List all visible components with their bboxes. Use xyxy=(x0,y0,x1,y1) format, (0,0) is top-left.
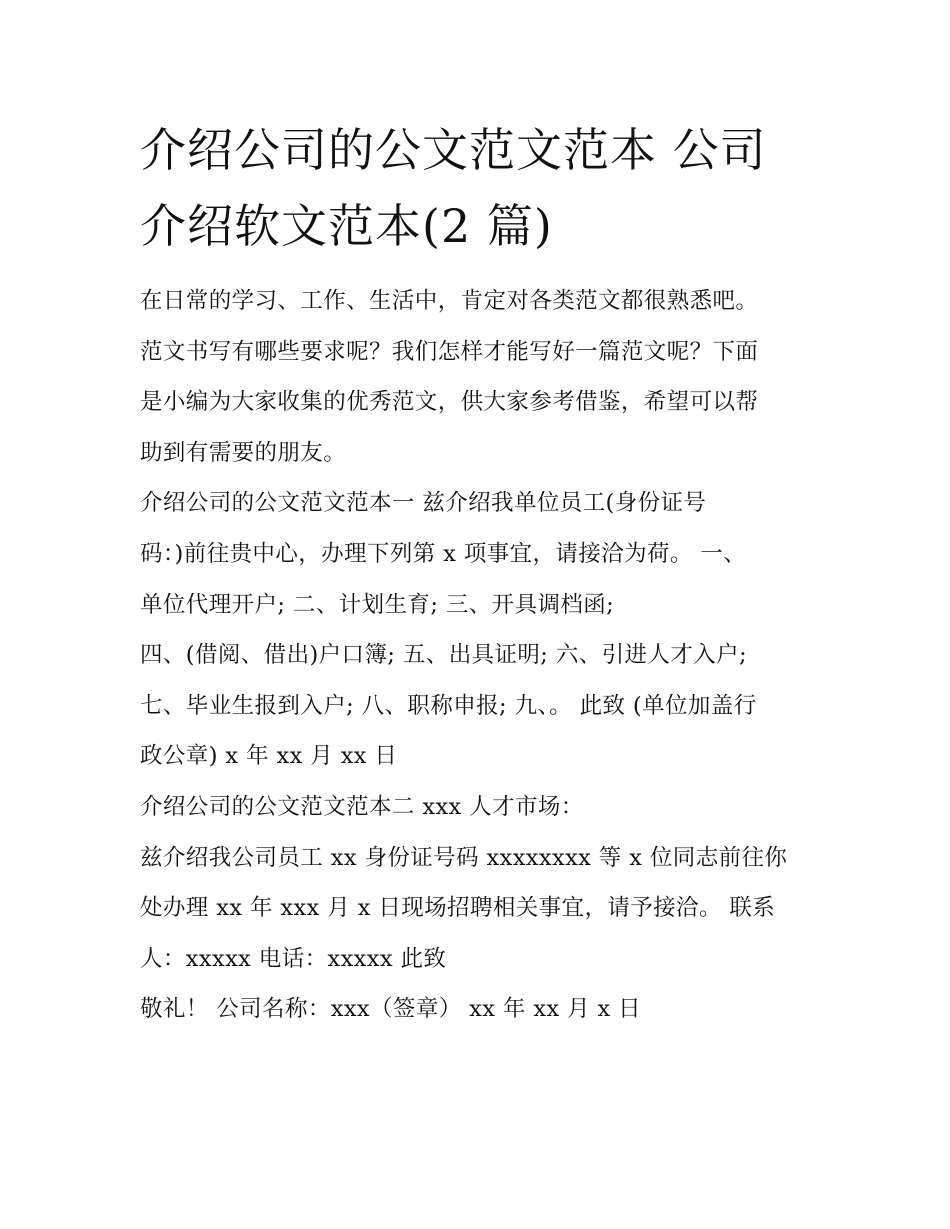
body-line: 介绍公司的公文范文范本一 兹介绍我单位员工(身份证号 xyxy=(140,490,707,517)
title-line: 介绍软文范本(2 篇) xyxy=(140,199,553,253)
document-body xyxy=(140,276,830,1035)
body-line: 四、(借阅、借出)户口簿; 五、出具证明; 六、引进人才入户; xyxy=(140,642,748,669)
body-line: 码：)前往贵中心，办理下列第 x 项事宜，请接洽为荷。 一、 xyxy=(140,540,747,567)
body-line: 助到有需要的朋友。 xyxy=(140,439,347,466)
body-line: 兹介绍我公司员工 xx 身份证号码 xxxxxxxx 等 x 位同志前往你 xyxy=(140,844,788,871)
body-line: 是小编为大家收集的优秀范文，供大家参考借鉴，希望可以帮 xyxy=(140,389,759,416)
body-line: 敬礼！ 公司名称：xxx（签章） xx 年 xx 月 x 日 xyxy=(140,996,642,1023)
body-line: 处办理 xx 年 xxx 月 x 日现场招聘相关事宜，请予接洽。 联系 xyxy=(140,895,776,922)
body-line: 单位代理开户; 二、计划生育; 三、开具调档函; xyxy=(140,591,615,618)
title-line: 介绍公司的公文范文范本 公司 xyxy=(140,123,767,177)
body-line: 七、毕业生报到入户; 八、职称申报; 九、。 此致 (单位加盖行 xyxy=(140,692,757,719)
body-line: 范文书写有哪些要求呢？我们怎样才能写好一篇范文呢？下面 xyxy=(140,338,759,365)
document-title xyxy=(140,112,830,264)
body-line: 介绍公司的公文范文范本二 xxx 人才市场： xyxy=(140,793,584,820)
body-line: 人：xxxxx 电话：xxxxx 此致 xyxy=(140,945,447,972)
body-line: 政公章) x 年 xx 月 xx 日 xyxy=(140,743,398,770)
body-line: 在日常的学习、工作、生活中，肯定对各类范文都很熟悉吧。 xyxy=(140,288,759,314)
